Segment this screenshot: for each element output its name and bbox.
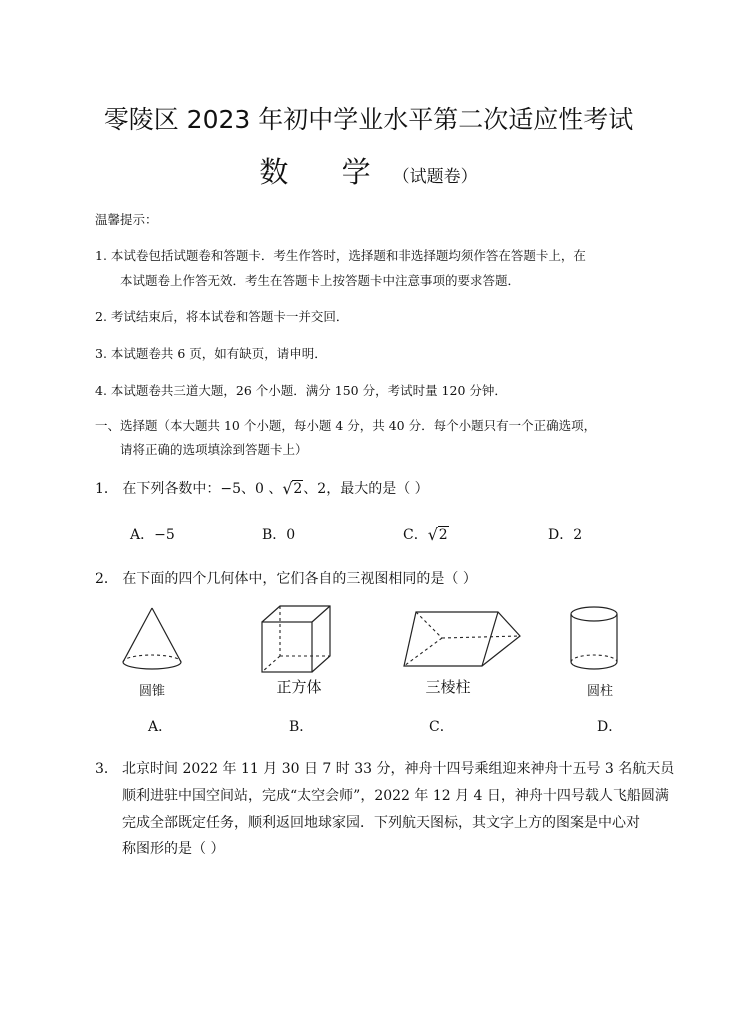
- question-3-line-2: 顺利进驻中国空间站，完成“太空会师”，2022 年 12 月 4 日，神舟十四号载人飞船圆满: [122, 788, 669, 804]
- question-number: 2．: [95, 571, 118, 587]
- question-3-number: 3．: [95, 761, 118, 777]
- section-1-heading-cont: 请将正确的选项填涂到答题卡上）: [120, 442, 308, 457]
- q1-option-c[interactable]: C． √ 2: [403, 525, 448, 544]
- figure-label-prism: 三棱柱: [425, 678, 471, 696]
- q2-option-d[interactable]: D．: [597, 719, 623, 735]
- question-text-end: 、2，最大的是（ ）: [303, 481, 429, 497]
- sqrt-expression: √ 2: [427, 525, 448, 544]
- q2-option-a[interactable]: A．: [148, 719, 173, 735]
- subject-note: （试题卷）: [392, 167, 478, 187]
- question-1: [95, 478, 429, 498]
- triangular-prism-figure: [400, 608, 522, 670]
- figure-label-cone: 圆锥: [138, 684, 165, 699]
- question-2: [95, 568, 477, 588]
- question-3-line-1: 北京时间 2022 年 11 月 30 日 7 时 33 分，神舟十四号乘组迎来神舟十五号 3 名航天员: [122, 761, 675, 777]
- question-3-line-4: 称图形的是（ ）: [122, 841, 225, 857]
- cube-figure: [258, 604, 338, 676]
- q1-option-b[interactable]: B．0: [262, 527, 296, 543]
- sqrt-expression: √ 2: [282, 479, 303, 498]
- q2-option-b[interactable]: B．: [289, 719, 314, 735]
- figure-label-cube: 正方体: [276, 678, 322, 696]
- q1-option-d[interactable]: D．2: [548, 527, 583, 543]
- cone-figure: [118, 604, 188, 674]
- tip-1: 1. 本试卷包括试题卷和答题卡．考生作答时，选择题和非选择题均须作答在答题卡上，在: [95, 248, 586, 263]
- subject-name: 数 学: [259, 155, 393, 189]
- question-text: 在下列各数中：−5、0 、: [122, 481, 283, 497]
- q1-option-a[interactable]: A．−5: [130, 527, 175, 543]
- section-1-heading: 一、选择题（本大题共 10 个小题，每小题 4 分，共 40 分．每个小题只有一个正确选项，: [95, 418, 597, 433]
- question-number: 1．: [95, 481, 118, 497]
- tips-heading: 温馨提示：: [95, 212, 158, 227]
- q2-option-c[interactable]: C．: [429, 719, 454, 735]
- tip-1-cont: 本试题卷上作答无效．考生在答题卡上按答题卡中注意事项的要求答题．: [120, 273, 521, 288]
- cylinder-figure: [566, 604, 622, 676]
- question-3-line-3: 完成全部既定任务，顺利返回地球家园．下列航天图标，其文字上方的图案是中心对: [122, 815, 640, 831]
- question-text: 在下面的四个几何体中，它们各自的三视图相同的是（ ）: [122, 571, 477, 587]
- exam-title: 零陵区 2023 年初中学业水平第二次适应性考试: [103, 105, 634, 134]
- tip-3: 3. 本试题卷共 6 页，如有缺页，请申明．: [95, 346, 327, 361]
- tip-4: 4. 本试题卷共三道大题，26 个小题．满分 150 分，考试时量 120 分钟．: [95, 383, 507, 398]
- subject-line: [0, 150, 737, 191]
- figure-label-cylinder: 圆柱: [586, 684, 613, 699]
- tip-2: 2. 考试结束后，将本试卷和答题卡一并交回．: [95, 309, 349, 324]
